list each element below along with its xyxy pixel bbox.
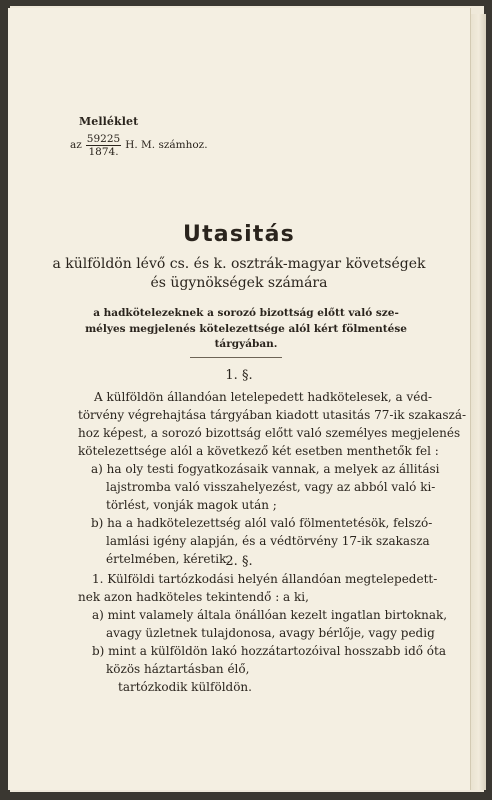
paragraph-line: törlést, vonják magok után ; — [106, 498, 277, 512]
section-2-heading: 2. §. — [225, 554, 253, 569]
reference-suffix: H. M. számhoz. — [125, 139, 208, 151]
page-edge — [468, 14, 486, 790]
reference-numerator: 59225 — [86, 132, 121, 145]
subject-line: tárgyában. — [214, 338, 278, 350]
paragraph-line: hoz képest, a sorozó bizottság előtt való személyes megjelenés — [78, 426, 461, 440]
subject-heading — [60, 306, 432, 353]
subtitle-line: és ügynökségek számára — [150, 275, 328, 291]
paragraph-line: avagy üzletnek tulajdonosa, avagy bérlője, vagy pedig — [106, 626, 435, 640]
paragraph-line: közös háztartásban élő, — [106, 662, 250, 676]
attachment-label: Melléklet — [79, 115, 139, 128]
paragraph-line: A külföldön állandóan letelepedett hadkötelesek, a véd- — [94, 390, 433, 404]
paragraph-line: tartózkodik külföldön. — [118, 680, 252, 694]
reference-prefix: az — [70, 139, 82, 151]
paragraph-line: a) mint valamely általa önállóan kezelt ingatlan birtoknak, — [92, 608, 448, 622]
paragraph-line: a) ha oly testi fogyatkozásaik vannak, a melyek az állitási — [91, 462, 440, 476]
paragraph-line: nek azon hadköteles tekintendő : a ki, — [78, 590, 309, 604]
reference-fraction — [86, 133, 121, 158]
paragraph-line: lajstromba való visszahelyezést, vagy az abból való ki- — [106, 480, 436, 494]
paragraph-line: 1. Külföldi tartózkodási helyén állandóan megtelepedett- — [92, 572, 438, 586]
subject-line: a hadkötelezeknek a sorozó bizottság előtt való sze- — [93, 307, 399, 319]
reference-number — [70, 130, 208, 160]
paragraph-line: lamlási igény alapján, és a védtörvény 17-ik szakasza — [106, 534, 430, 548]
document-title: Utasitás — [183, 222, 295, 247]
document-page — [8, 8, 470, 790]
paragraph-line: értelmében, kéretik. — [106, 552, 231, 566]
reference-denominator: 1874. — [88, 145, 119, 158]
paragraph-line: törvény végrehajtása tárgyában kiadott utasitás 77-ik szakaszá- — [78, 408, 467, 422]
subject-line: mélyes megjelenés kötelezettsége alól kért fölmentése — [85, 322, 407, 335]
paragraph-line: b) mint a külföldön lakó hozzátartozóival hosszabb idő óta — [92, 644, 446, 658]
paragraph-line: b) ha a hadkötelezettség alól való fölmentetésök, felszó- — [91, 516, 433, 530]
paragraph-line: kötelezettsége alól a következő két esetben menthetők fel : — [78, 444, 439, 458]
divider — [190, 357, 282, 358]
section-1-heading: 1. §. — [225, 368, 253, 383]
subtitle-line: a külföldön lévő cs. és k. osztrák-magyar követségek — [52, 256, 426, 272]
